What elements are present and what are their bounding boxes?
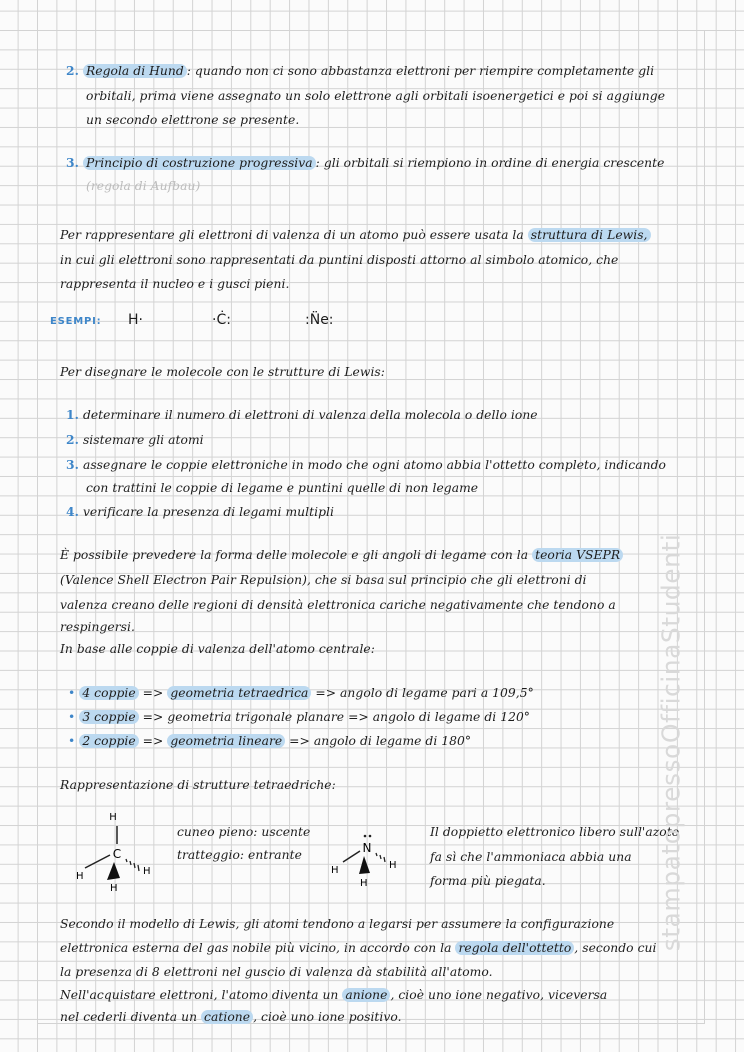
lewis-structure-highlight: struttura di Lewis, xyxy=(528,228,651,242)
ammonia-h-left: H xyxy=(331,865,339,876)
arrow: => xyxy=(138,734,168,748)
lewis-intro-line-3: rappresenta il nucleo e i gusci pieni. xyxy=(60,277,290,291)
legend-solid-wedge: cuneo pieno: uscente xyxy=(177,825,311,839)
octet-text: elettronica esterna del gas nobile più vicino, in accordo con la xyxy=(60,941,456,955)
hund-text-1: : quando non ci sono abbastanza elettroni per riempire completamente gli xyxy=(186,64,655,78)
ammonia-nitrogen: N xyxy=(362,841,372,855)
procedure-intro: Per disegnare le molecole con le strutture di Lewis: xyxy=(60,365,385,379)
octet-text: , cioè uno ione positivo. xyxy=(253,1010,402,1024)
ammonia-h-bottom: H xyxy=(360,878,368,889)
catione-highlight: catione xyxy=(201,1010,253,1024)
anione-highlight: anione xyxy=(342,988,390,1002)
procedure-step-1 xyxy=(66,405,538,426)
octet-text: nel cederli diventa un xyxy=(60,1010,202,1024)
pairs-count: 3 coppie xyxy=(79,710,138,724)
methane-structure xyxy=(60,808,170,898)
bond-line xyxy=(343,851,360,862)
bond-line xyxy=(85,855,110,868)
aufbau-title: Principio di costruzione progressiva xyxy=(83,156,316,170)
aufbau-line-1 xyxy=(66,153,664,174)
pairs-count: 2 coppie xyxy=(79,734,138,748)
geometry-name: geometria tetraedrica xyxy=(167,686,311,700)
step-number: 4. xyxy=(66,504,79,519)
octet-line-3: la presenza di 8 elettroni nel guscio di valenza dà stabilità all'atomo. xyxy=(60,965,493,979)
wedge-bond-hashed xyxy=(376,853,385,862)
procedure-step-4 xyxy=(66,502,334,523)
ammonia-h-right: H xyxy=(389,860,397,871)
vsepr-line-2: (Valence Shell Electron Pair Repulsion), che si basa sul principio che gli elettroni di xyxy=(60,573,587,587)
pairs-count: 4 coppie xyxy=(79,686,138,700)
methane-h-left: H xyxy=(76,871,84,882)
wedge-bond-solid xyxy=(359,856,370,874)
geometry-name: geometria trigonale planare xyxy=(167,710,345,724)
bond-angle: => angolo di legame di 180° xyxy=(285,734,472,748)
lewis-example-c: ·Ċ: xyxy=(212,312,231,328)
tetrahedral-heading: Rappresentazione di strutture tetraedriche: xyxy=(60,778,336,792)
esempi-label: ESEMPI: xyxy=(50,316,102,327)
vsepr-line-5: In base alle coppie di valenza dell'atomo centrale: xyxy=(60,642,375,656)
lone-pair-dot xyxy=(369,835,372,838)
methane-carbon: C xyxy=(112,847,122,861)
watermark xyxy=(656,535,686,950)
wedge-bond-hashed xyxy=(126,859,139,871)
step-number: 3. xyxy=(66,457,79,472)
hund-number: 2. xyxy=(66,63,79,78)
lone-pair-dot xyxy=(364,835,367,838)
aufbau-number: 3. xyxy=(66,155,79,170)
procedure-step-2 xyxy=(66,430,204,451)
lewis-intro-line-1 xyxy=(60,226,651,246)
lewis-intro-line-2: in cui gli elettroni sono rappresentati da puntini disposti attorno al simbolo atomico, che xyxy=(60,253,619,267)
lewis-example-ne: :N̈e: xyxy=(305,312,334,328)
vsepr-line-1 xyxy=(60,546,623,566)
octet-line-2 xyxy=(60,939,657,959)
hund-rule-line-1 xyxy=(66,61,654,82)
vsepr-highlight: teoria VSEPR xyxy=(532,548,623,562)
lewis-intro-text: Per rappresentare gli elettroni di valenza di un atomo può essere usata la xyxy=(60,228,528,242)
ammonia-structure xyxy=(323,832,408,892)
vsepr-line-3: valenza creano delle regioni di densità elettronica cariche negativamente che tendono a xyxy=(60,598,616,612)
lewis-example-h: H· xyxy=(128,312,143,328)
ammonia-note-2: fa sì che l'ammoniaca abbia una xyxy=(430,850,632,864)
aufbau-text-1: : gli orbitali si riempiono in ordine di energia crescente xyxy=(315,156,665,170)
methane-h-right: H xyxy=(143,866,151,877)
step-number: 1. xyxy=(66,407,79,422)
procedure-step-3-cont: con trattini le coppie di legame e puntini quelle di non legame xyxy=(86,481,479,495)
geometry-item-1 xyxy=(68,684,534,704)
geometry-item-3 xyxy=(68,732,471,752)
octet-text: , cioè uno ione negativo, viceversa xyxy=(390,988,608,1002)
octet-text: Nell'acquistare elettroni, l'atomo diventa un xyxy=(60,988,343,1002)
bond-angle: => angolo di legame pari a 109,5° xyxy=(311,686,534,700)
arrow: => xyxy=(138,686,168,700)
ammonia-note-3: forma più piegata. xyxy=(430,874,546,888)
methane-h-top: H xyxy=(109,812,117,823)
octet-line-4 xyxy=(60,986,607,1006)
hund-rule-line-3: un secondo elettrone se presente. xyxy=(86,113,300,127)
hund-title: Regola di Hund xyxy=(83,64,187,78)
vsepr-text: È possibile prevedere la forma delle molecole e gli angoli di legame con la xyxy=(60,548,533,562)
step-text: determinare il numero di elettroni di valenza della molecola o dello ione xyxy=(82,408,538,422)
methane-h-bottom: H xyxy=(110,883,118,894)
procedure-step-3 xyxy=(66,455,666,476)
step-number: 2. xyxy=(66,432,79,447)
geometry-item-2 xyxy=(68,708,530,728)
ammonia-note-1: Il doppietto elettronico libero sull'azoto xyxy=(430,825,680,839)
vsepr-line-4: respingersi. xyxy=(60,620,135,634)
arrow: => xyxy=(138,710,168,724)
hund-rule-line-2: orbitali, prima viene assegnato un solo elettrone agli orbitali isoenergetici e poi si aggiunge xyxy=(86,89,666,103)
octet-line-5 xyxy=(60,1008,402,1028)
step-text: verificare la presenza di legami multipli xyxy=(82,505,334,519)
wedge-bond-solid xyxy=(107,862,120,880)
step-text: sistemare gli atomi xyxy=(82,433,204,447)
bullet: • xyxy=(68,686,76,700)
step-text: assegnare le coppie elettroniche in modo che ogni atomo abbia l'ottetto completo, indicando xyxy=(82,458,666,472)
octet-text: , secondo cui xyxy=(574,941,657,955)
octet-line-1: Secondo il modello di Lewis, gli atomi tendono a legarsi per assumere la configurazione xyxy=(60,917,615,931)
bullet: • xyxy=(68,734,76,748)
legend-hashed-wedge: tratteggio: entrante xyxy=(177,848,302,862)
watermark-text: stampatopressoOfficinaStudenti xyxy=(656,533,686,952)
bond-angle: => angolo di legame di 120° xyxy=(344,710,531,724)
bullet: • xyxy=(68,710,76,724)
geometry-name: geometria lineare xyxy=(167,734,285,748)
aufbau-note: (regola di Aufbau) xyxy=(86,179,201,193)
octet-rule-highlight: regola dell'ottetto xyxy=(455,941,574,955)
